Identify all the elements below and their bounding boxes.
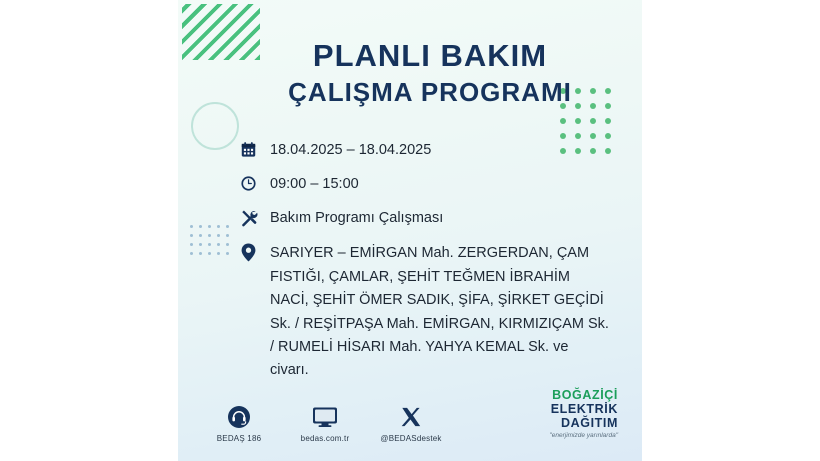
contact-website[interactable] [292,403,358,443]
date-text: 18.04.2025 – 18.04.2025 [270,142,432,158]
card-footer [178,385,642,447]
work-type-row [240,208,610,229]
brand-line-3: DAĞITIM [561,416,618,430]
page-title [178,40,642,107]
circle-decoration [191,102,239,150]
clock-icon [240,174,270,192]
address-row [240,242,610,383]
title-line-2: ÇALIŞMA PROGRAMI [288,76,572,107]
headset-icon [206,403,272,431]
brand-line-1: BOĞAZİÇİ [552,388,618,402]
brand-logo [549,388,618,439]
x-logo-icon [378,403,444,431]
monitor-icon [292,403,358,431]
brand-slogan: "enerjimizde yarınlarda" [549,432,618,439]
announcement-card [178,0,642,461]
detail-rows [240,140,610,396]
left-dot-grid-decoration [190,225,235,261]
location-pin-icon [240,242,270,262]
brand-line-2: ELEKTRİK [550,402,618,416]
contact-list [206,403,444,443]
time-row [240,174,610,195]
contact-social[interactable] [378,403,444,443]
contact-phone-label: BEDAŞ 186 [216,434,262,443]
time-text: 09:00 – 15:00 [270,176,359,193]
tools-icon [240,208,270,227]
title-line-1: PLANLI BAKIM [312,38,548,73]
work-type-text: Bakım Programı Çalışması [270,210,444,227]
calendar-icon [240,140,270,158]
contact-social-label: @BEDASdestek [380,434,442,443]
right-white-margin [642,0,820,461]
date-row [240,140,610,161]
contact-website-label: bedas.com.tr [300,434,350,443]
left-white-margin [0,0,178,461]
address-text: SARIYER – EMİRGAN Mah. ZERGERDAN, ÇAM FISTIĞI, ÇAMLAR, ŞEHİT TEĞMEN İBRAHİM NACİ, ŞEHİT ÖMER SADIK, ŞİFA, ŞİRKET GEÇİDİ Sk. / REŞİTPAŞA Mah. EMİRGAN, KIRMIZIÇAM Sk. / RUMELİ HİSARI Mah. YAHYA KEMAL Sk. ve civarı. [270,245,609,379]
contact-phone[interactable] [206,403,272,443]
